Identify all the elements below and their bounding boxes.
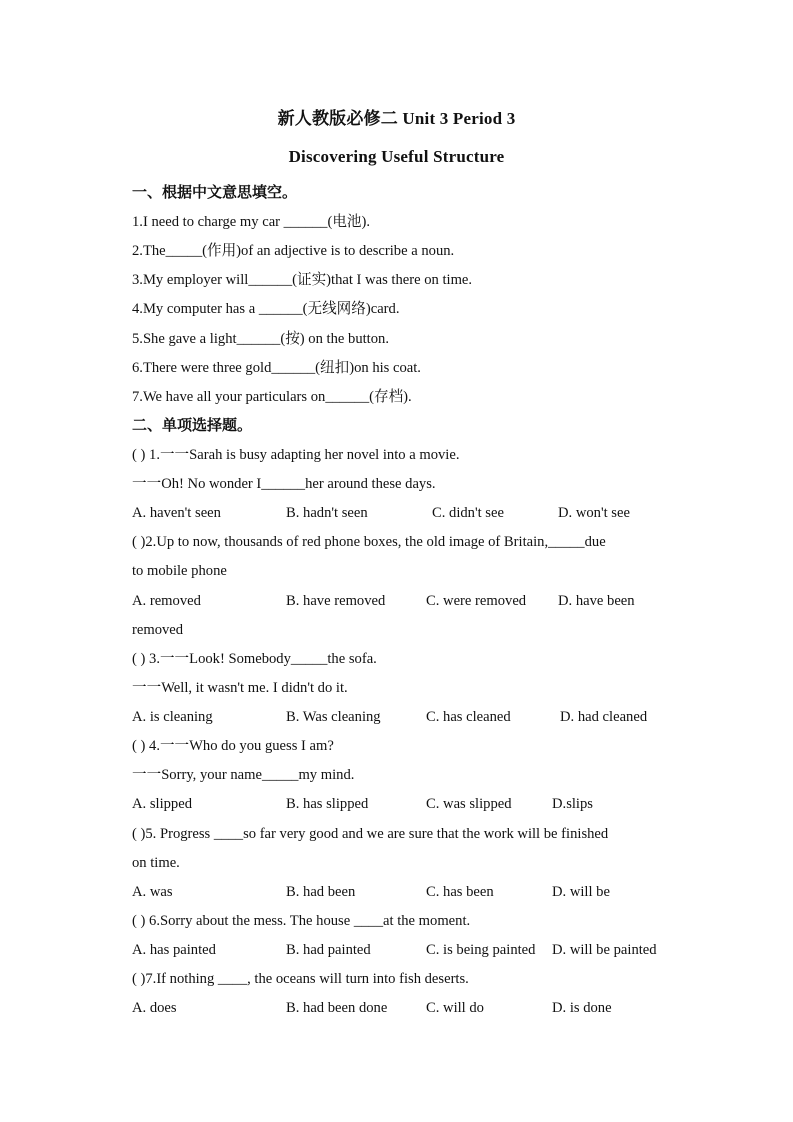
option-b: B. Was cleaning: [286, 709, 381, 725]
option-a: A. has painted: [132, 942, 216, 958]
option-c: C. were removed: [426, 593, 527, 609]
fill-item-7: 7.We have all your particulars on______(存档).: [132, 389, 412, 405]
question-5-stem-cont: on time.: [132, 855, 180, 871]
option-c: C. has been: [426, 884, 494, 900]
option-b: B. hadn't seen: [286, 505, 368, 521]
fill-item-3: 3.My employer will______(证实)that I was there on time.: [132, 272, 473, 288]
fill-item-2: 2.The_____(作用)of an adjective is to describe a noun.: [132, 243, 455, 259]
option-c: C. didn't see: [432, 505, 504, 521]
question-1-stem: ( ) 1.一一Sarah is busy adapting her novel into a movie.: [132, 447, 460, 463]
option-a: A. was: [132, 884, 173, 900]
question-1-reply: 一一Oh! No wonder I______her around these days.: [132, 476, 436, 492]
option-a: A. slipped: [132, 796, 192, 812]
document-subtitle: Discovering Useful Structure: [288, 147, 505, 166]
question-4-reply: 一一Sorry, your name_____my mind.: [132, 767, 355, 783]
question-2-stem: ( )2.Up to now, thousands of red phone boxes, the old image of Britain,_____due: [132, 534, 606, 550]
section2-heading: 二、单项选择题。: [132, 418, 253, 434]
option-b: B. had been: [286, 884, 356, 900]
option-a: A. is cleaning: [132, 709, 213, 725]
option-b: B. have removed: [286, 593, 386, 609]
question-2-options-cont: removed: [132, 622, 184, 638]
option-c: C. is being painted: [426, 942, 536, 958]
option-d: D.slips: [552, 796, 593, 812]
option-a: A. haven't seen: [132, 505, 221, 521]
fill-item-1: 1.I need to charge my car ______(电池).: [132, 214, 371, 230]
question-7-stem: ( )7.If nothing ____, the oceans will turn into fish deserts.: [132, 971, 469, 987]
question-3-reply: 一一Well, it wasn't me. I didn't do it.: [132, 680, 348, 696]
option-b: B. had painted: [286, 942, 371, 958]
question-3-stem: ( ) 3.一一Look! Somebody_____the sofa.: [132, 651, 377, 667]
option-d: D. won't see: [558, 505, 630, 521]
option-c: C. will do: [426, 1000, 484, 1016]
option-d: D. will be: [552, 884, 610, 900]
question-4-stem: ( ) 4.一一Who do you guess I am?: [132, 738, 334, 754]
option-a: A. does: [132, 1000, 177, 1016]
option-d: D. had cleaned: [560, 709, 648, 725]
option-b: B. had been done: [286, 1000, 388, 1016]
fill-item-6: 6.There were three gold______(纽扣)on his coat.: [132, 360, 421, 376]
option-a: A. removed: [132, 593, 201, 609]
fill-item-4: 4.My computer has a ______(无线网络)card.: [132, 301, 400, 317]
option-b: B. has slipped: [286, 796, 369, 812]
question-2-stem-cont: to mobile phone: [132, 563, 227, 579]
document-title: 新人教版必修二 Unit 3 Period 3: [277, 109, 516, 128]
option-c: C. has cleaned: [426, 709, 511, 725]
section1-heading: 一、根据中文意思填空。: [132, 185, 298, 201]
option-d: D. is done: [552, 1000, 612, 1016]
option-c: C. was slipped: [426, 796, 512, 812]
option-d: D. will be painted: [552, 942, 657, 958]
question-6-stem: ( ) 6.Sorry about the mess. The house ____at the moment.: [132, 913, 471, 929]
option-d: D. have been: [558, 593, 635, 609]
fill-item-5: 5.She gave a light______(按) on the button.: [132, 331, 389, 347]
question-5-stem: ( )5. Progress ____so far very good and we are sure that the work will be finished: [132, 826, 609, 842]
